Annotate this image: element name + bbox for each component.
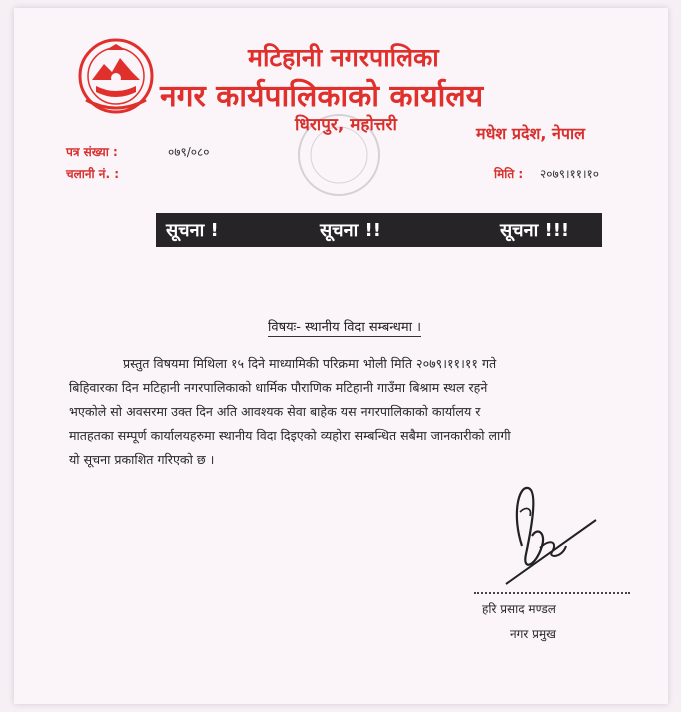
body-line: प्रस्तुत विषयमा मिथिला १५ दिने माध्यामिकी परिक्रमा भोली मिति २०७९।११।११ गते: [123, 356, 497, 371]
nepal-emblem-icon: [76, 36, 156, 116]
body-line: मातहतका सम्पूर्ण कार्यालयहरुमा स्थानीय विदा दिइएको व्यहोरा सम्बन्धित सबैमा जानकारीको लागी: [69, 428, 511, 443]
notice-word-1: सूचना !: [166, 220, 219, 241]
province-country: मधेश प्रदेश, नेपाल: [476, 124, 585, 143]
signatory-designation: नगर प्रमुख: [510, 627, 556, 641]
subject-line: विषयः- स्थानीय विदा सम्बन्धमा ।: [268, 317, 421, 337]
signatory-name: हरि प्रसाद मण्डल: [482, 602, 556, 616]
notice-word-3: सूचना !!!: [500, 220, 570, 241]
signature-line: [474, 592, 630, 594]
notice-word-2: सूचना !!: [320, 220, 381, 241]
municipality-name: मटिहानी नगरपालिका: [248, 43, 439, 72]
date-value: २०७९।११।१०: [540, 167, 600, 181]
body-line: यो सूचना प्रकाशित गरिएको छ ।: [69, 452, 215, 467]
dispatch-number-label: चलानी नं. :: [66, 167, 120, 181]
office-address: धिरापुर, महोत्तरी: [295, 115, 397, 135]
letter-number-label: पत्र संख्या :: [66, 145, 118, 159]
letter-number-value: ०७९/०८०: [168, 145, 210, 159]
notice-body: [69, 352, 623, 472]
notice-banner: [156, 213, 602, 247]
handwritten-signature: [492, 476, 602, 588]
body-line: बिहिवारका दिन मटिहानी नगरपालिकाको धार्मिक पौराणिक मटिहानी गाउँमा बिश्राम स्थल रहने: [69, 380, 488, 395]
body-line: भएकोले सो अवसरमा उक्त दिन अति आवश्यक सेवा बाहेक यस नगरपालिकाको कार्यालय र: [69, 404, 481, 419]
date-label: मिति :: [494, 167, 524, 181]
office-name: नगर कार्यपालिकाको कार्यालय: [160, 79, 484, 114]
